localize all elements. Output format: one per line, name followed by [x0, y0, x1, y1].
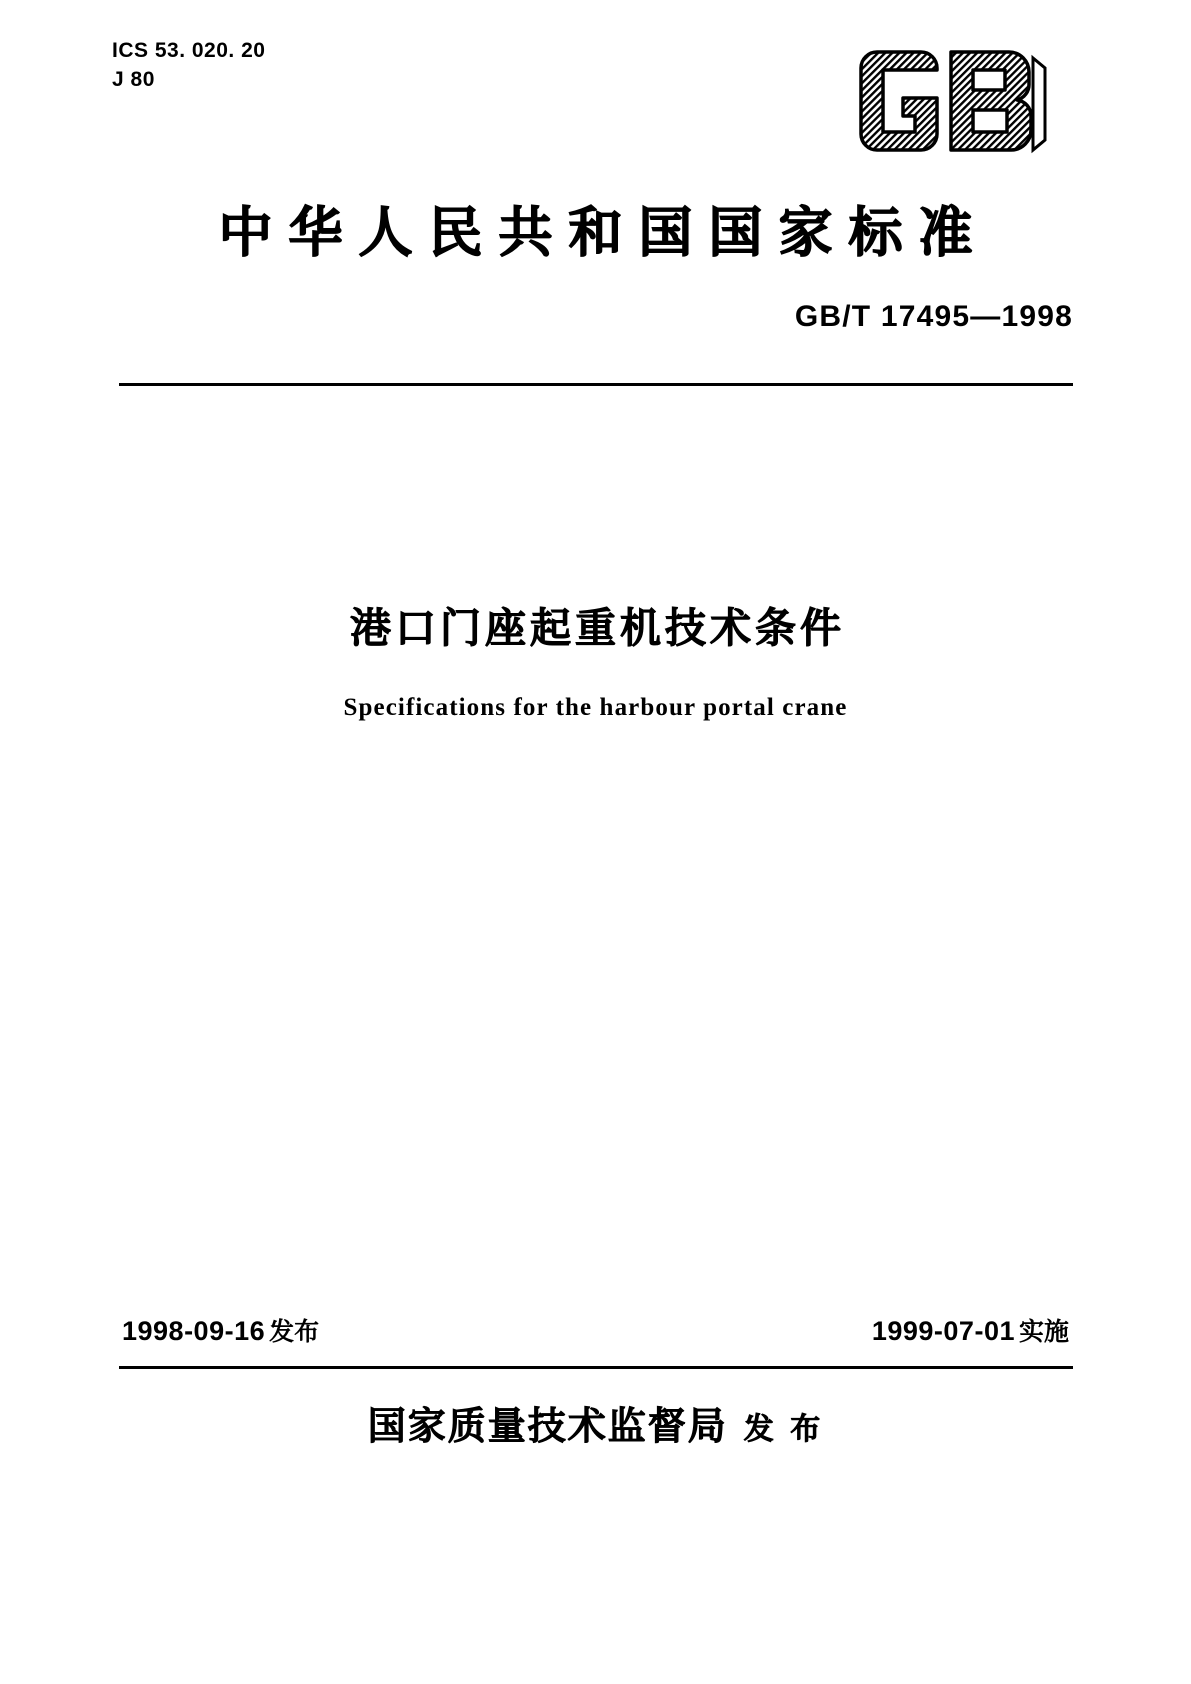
divider-bottom: [119, 1366, 1073, 1369]
divider-top: [119, 383, 1073, 386]
issue-date-label: 发布: [269, 1317, 320, 1346]
publisher-name: 国家质量技术监督局: [367, 1404, 728, 1448]
gb-emblem-icon: [859, 42, 1079, 160]
issue-date: [122, 1312, 319, 1348]
implementation-date-label: 实施: [1018, 1317, 1069, 1346]
document-title-cn: 港口门座起重机技术条件: [350, 604, 845, 652]
ics-code-block: [112, 38, 265, 94]
issue-date-value: 1998-09-16: [122, 1316, 266, 1346]
page-title: 中华人民共和国国家标准: [218, 201, 989, 264]
implementation-date-value: 1999-07-01: [871, 1316, 1015, 1346]
standard-number: GB/T 17495—1998: [794, 300, 1073, 333]
ics-code: ICS 53. 020. 20: [112, 39, 266, 62]
publisher-verb: 发 布: [743, 1412, 824, 1447]
implementation-date: [872, 1312, 1069, 1348]
document-title-en: Specifications for the harbour portal crane: [343, 694, 848, 721]
publisher: [0, 1395, 1191, 1450]
classification-code: J 80: [112, 67, 155, 91]
